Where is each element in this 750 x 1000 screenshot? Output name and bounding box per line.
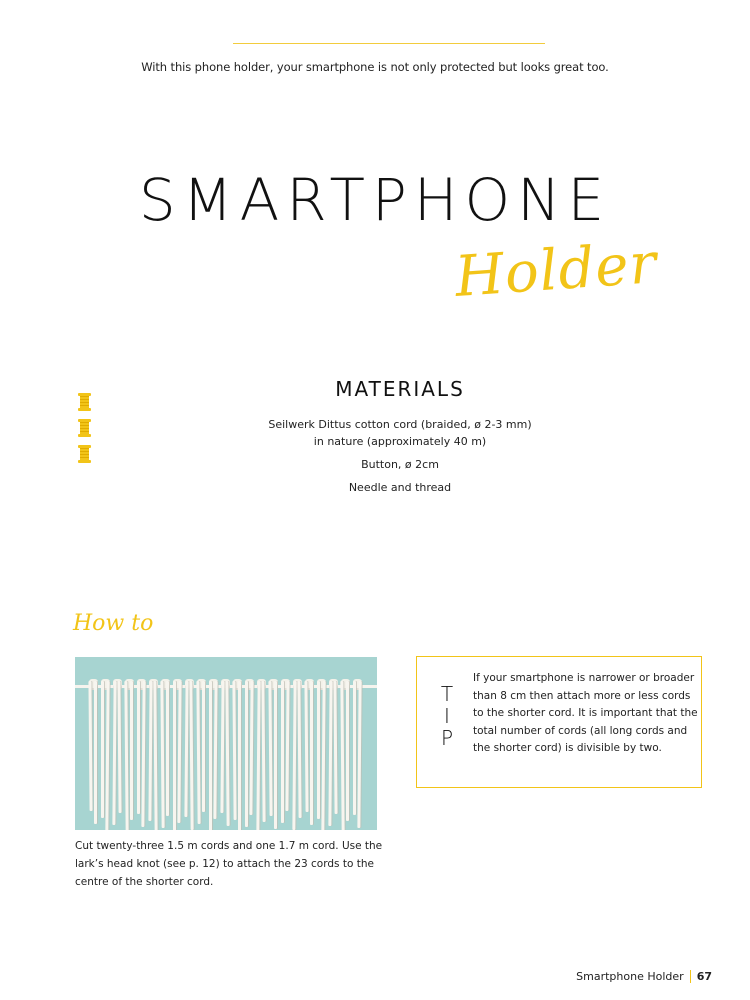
tip-label — [437, 683, 457, 749]
hanging-cord — [281, 681, 284, 823]
tip-letter: T — [440, 682, 454, 706]
hanging-cord — [274, 681, 277, 829]
hanging-cord — [220, 681, 224, 813]
hanging-cord — [124, 681, 128, 830]
hanging-cord — [232, 681, 236, 820]
hanging-cord — [101, 681, 104, 818]
hanging-cord — [346, 681, 349, 821]
hanging-cord — [166, 681, 169, 816]
step-caption: Cut twenty-three 1.5 m cords and one 1.7 m cord. Use the lark’s head knot (see p. 12) to attach the 23 cords to the centre of the shorter cord. — [75, 840, 383, 888]
intro-text: With this phone holder, your smartphone is not only protected but looks great too. — [141, 60, 609, 74]
materials-item-line: Needle and thread — [348, 481, 452, 494]
hanging-cord — [153, 681, 157, 830]
hanging-cord — [261, 681, 265, 822]
tip-text: If your smartphone is narrower or broader than 8 cm then attach more or less cords to the shorter cord. It is important that the total number of cords (all long cords and the shorter cord) is divisible by two. — [473, 672, 698, 754]
materials-item — [0, 416, 750, 450]
page-title: SMARTPHONE — [138, 166, 612, 234]
tip-box — [416, 656, 702, 788]
hanging-cord — [177, 681, 181, 823]
hanging-cord — [357, 681, 361, 828]
hanging-cord — [328, 681, 332, 826]
tip-letter: P — [440, 726, 454, 750]
hanging-cord — [137, 681, 140, 814]
hanging-cord — [189, 681, 193, 830]
page-number: 67 — [696, 970, 712, 983]
how-to-heading: How to — [73, 611, 154, 636]
page-subtitle-script: Holder — [452, 231, 660, 310]
hanging-cord — [141, 681, 145, 827]
hanging-cord — [130, 681, 133, 820]
hanging-cord — [304, 681, 308, 812]
hanging-cord — [310, 681, 313, 825]
hanging-cord — [249, 681, 253, 815]
hanging-cord — [94, 681, 97, 824]
materials-item — [0, 479, 750, 496]
hanging-cord — [297, 681, 301, 818]
hanging-cord — [112, 681, 116, 825]
materials-item — [0, 456, 750, 473]
materials-list — [0, 416, 750, 502]
hanging-cord — [117, 681, 121, 813]
hanging-cord — [268, 681, 272, 816]
hanging-cord — [285, 681, 289, 811]
hanging-cord — [173, 681, 176, 830]
hanging-cord — [292, 681, 296, 830]
hanging-cord — [184, 681, 188, 817]
hanging-cord — [245, 681, 248, 827]
hanging-cord — [333, 681, 337, 814]
hanging-cord — [105, 681, 109, 830]
hanging-cord — [317, 681, 320, 819]
top-divider — [233, 43, 545, 44]
hanging-cord — [353, 681, 356, 815]
step-photo — [75, 657, 377, 830]
tip-letter: I — [444, 704, 450, 728]
hanging-cord — [196, 681, 200, 824]
footer-section: Smartphone Holder — [576, 970, 684, 983]
hanging-cord — [238, 681, 241, 830]
materials-item-line: Seilwerk Dittus cotton cord (braided, ø 2-3 mm) — [268, 418, 532, 431]
hanging-cord — [148, 681, 152, 821]
hanging-cord — [202, 681, 205, 812]
hanging-cord — [160, 681, 164, 828]
hanging-cord — [213, 681, 217, 819]
hanging-cord — [256, 681, 260, 830]
footer-divider — [690, 970, 691, 983]
hanging-cord — [88, 681, 92, 811]
materials-heading: MATERIALS — [335, 377, 465, 401]
materials-item-line: Button, ø 2cm — [361, 458, 439, 471]
hanging-cord — [225, 681, 229, 826]
page-footer — [576, 970, 712, 983]
hanging-cord — [321, 681, 325, 830]
hanging-cord — [340, 681, 344, 830]
hanging-cord — [209, 681, 212, 830]
materials-item-line: in nature (approximately 40 m) — [313, 435, 487, 448]
